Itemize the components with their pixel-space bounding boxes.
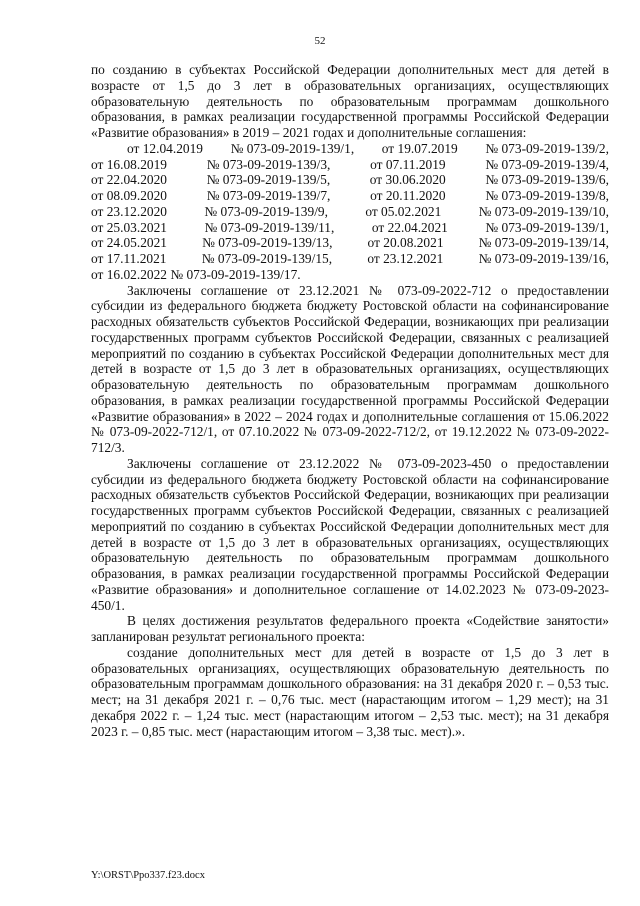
paragraph-2023: Заключены соглашение от 23.12.2022 № 073-09-2023-450 о предоставлении субсидии из федерального бюджета бюджету Ростовской области на софинансирование расходных обязательств субъектов Российской Федерации, возникающих при реализации государственных программ субъектов Российской Федерации, связанных с реализацией мероприятий по созданию в субъектах Российской Федерации дополнительных мест для детей в возрасте от 1,5 до 3 лет в образовательных организациях, осуществляющих образовательную деятельность по образовательным программам дошкольного образования, в рамках реализации государственной программы Российской Федерации «Развитие образования» и дополнительное соглашение от 14.02.2023 № 073-09-2023-450/1. (91, 455, 609, 613)
agreement-number: № 073-09-2019-139/11, (204, 219, 335, 235)
agreement-row (91, 188, 609, 204)
agreement-date: от 23.12.2020 (91, 203, 167, 219)
page-number: 52 (314, 35, 326, 47)
agreement-date: от 08.09.2020 (91, 188, 167, 203)
agreement-row (91, 220, 609, 236)
agreement-row (91, 235, 609, 251)
paragraph-goal: В целях достижения результатов федерального проекта «Содействие занятости» запланирован результат регионального проекта: (91, 613, 609, 644)
agreement-row (91, 251, 609, 267)
agreement-number: № 073-09-2019-139/2, (485, 140, 609, 156)
agreement-number: № 073-09-2019-139/1, (485, 219, 609, 235)
agreement-number: № 073-09-2019-139/6, (485, 172, 609, 188)
agreement-row (91, 172, 609, 188)
paragraph-result: создание дополнительных мест для детей в возрасте от 1,5 до 3 лет в образовательных организациях, осуществляющих образовательную деятельность по образовательным программам дошкольного образования: на 31 декабря 2020 г. – 0,53 тыс. мест; на 31 декабря 2021 г. – 0,76 тыс. мест (нарастающим итогом – 1,29 мест); на 31 декабря 2022 г. – 1,24 тыс. мест (нарастающим итогом – 2,53 тыс. мест); на 31 декабря 2023 г. – 0,85 тыс. мест (нарастающим итогом – 3,38 тыс. мест).». (91, 644, 609, 739)
agreement-date: от 07.11.2019 (370, 156, 446, 172)
agreement-date: от 25.03.2021 (91, 219, 167, 235)
agreement-date: от 30.06.2020 (369, 172, 446, 188)
agreement-row (91, 141, 609, 157)
agreement-date: от 05.02.2021 (365, 203, 442, 219)
footer-file-path: Y:\ORST\Ppo337.f23.docx (91, 870, 205, 881)
agreement-date: от 22.04.2021 (371, 219, 448, 235)
agreement-last: от 16.02.2022 № 073-09-2019-139/17. (91, 266, 301, 282)
agreement-date: от 19.07.2019 (381, 140, 458, 156)
agreement-number: № 073-09-2019-139/5, (206, 172, 331, 188)
agreement-number: № 073-09-2019-139/10, (478, 203, 609, 219)
agreement-number: № 073-09-2019-139/3, (206, 156, 331, 172)
agreement-number: № 073-09-2019-139/8, (485, 188, 609, 203)
agreement-date: от 20.08.2021 (367, 235, 444, 251)
agreement-number: № 073-09-2019-139/15, (201, 251, 333, 266)
document-body (91, 62, 609, 739)
agreements-list (91, 141, 609, 283)
paragraph-2022: Заключены соглашение от 23.12.2021 № 073-09-2022-712 о предоставлении субсидии из федерального бюджета бюджету Ростовской области на софинансирование расходных обязательств субъектов Российской Федерации, возникающих при реализации государственных программ субъектов Российской Федерации, связанных с реализацией мероприятий по созданию в субъектах Российской Федерации дополнительных мест для детей в возрасте от 1,5 до 3 лет в образовательных организациях, осуществляющих образовательную деятельность по образовательным программам дошкольного образования, в рамках реализации государственной программы Российской Федерации «Развитие образования» в 2022 – 2024 годах и дополнительные соглашения от 15.06.2022 № 073-09-2022-712/1, от 07.10.2022 № 073-09-2022-712/2, от 19.12.2022 № 073-09-2022-712/3. (91, 282, 609, 455)
agreement-date: от 20.11.2020 (370, 188, 446, 203)
agreement-number: № 073-09-2019-139/14, (478, 235, 609, 251)
intro-paragraph: по созданию в субъектах Российской Федерации дополнительных мест для детей в возрасте от 1,5 до 3 лет в образовательных организациях, осуществляющих образовательную деятельность по образовательным программам дошкольного образования, в рамках реализации государственной программы Российской Федерации «Развитие образования» в 2019 – 2021 годах и дополнительные соглашения: (91, 62, 609, 140)
agreement-date: от 24.05.2021 (91, 235, 167, 251)
agreement-date: от 22.04.2020 (91, 172, 167, 188)
agreement-date: от 17.11.2021 (91, 251, 167, 266)
agreement-row (91, 204, 609, 220)
agreement-date: от 16.08.2019 (91, 156, 167, 172)
agreement-number: № 073-09-2019-139/1, (230, 140, 355, 156)
agreement-number: № 073-09-2019-139/16, (478, 251, 609, 266)
agreement-row (91, 157, 609, 173)
agreement-date: от 23.12.2021 (367, 251, 444, 266)
agreement-number: № 073-09-2019-139/13, (202, 235, 333, 251)
agreement-date: от 12.04.2019 (127, 140, 203, 156)
agreement-number: № 073-09-2019-139/9, (204, 203, 328, 219)
agreement-number: № 073-09-2019-139/4, (485, 156, 609, 172)
agreement-number: № 073-09-2019-139/7, (206, 188, 331, 203)
